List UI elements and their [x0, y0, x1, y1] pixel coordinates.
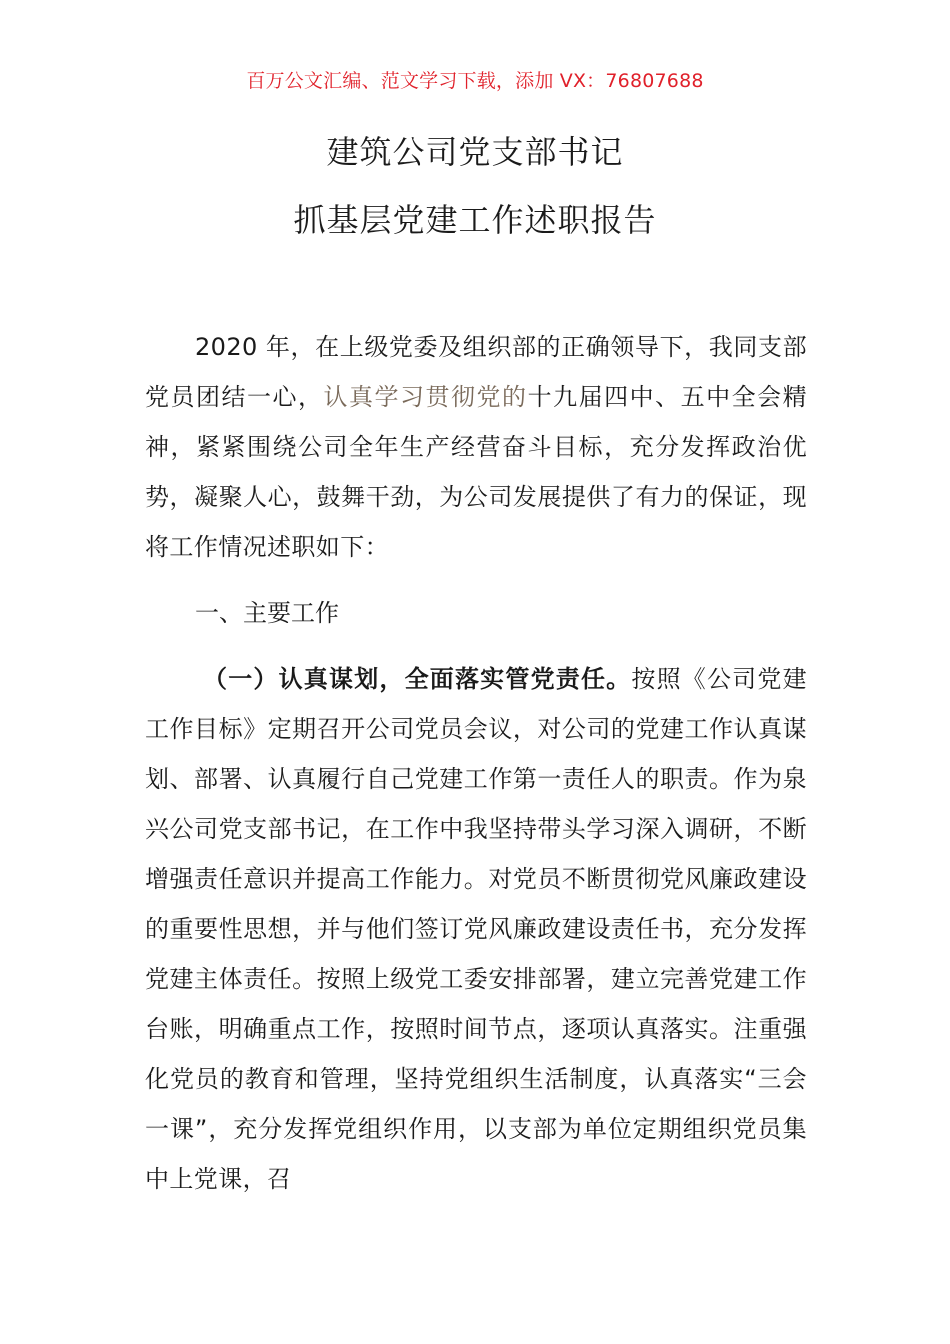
- intro-text-part-2: 十九届四中、五中全会精神，紧紧围绕公司全年生产经营奋斗目标，充分发挥政治优势，凝聚人心，鼓舞干劲，为公司发展提供了有力的保证，现将工作情况述职如下：: [145, 383, 807, 561]
- subsection-1-lead: （一）认真谋划，全面落实管党责任。: [203, 665, 632, 693]
- intro-text-part-1: 2020 年，在上级党委及组织部的正确领导下，我同支部党员团结一心，: [145, 333, 807, 411]
- section-heading-main-work: 一、主要工作: [195, 599, 339, 627]
- intro-paragraph: [145, 322, 807, 572]
- intro-highlighted-text: 认真学习贯彻党的: [323, 383, 528, 411]
- header-watermark: 百万公文汇编、范文学习下载，添加 VX：76807688: [246, 70, 704, 92]
- subsection-1-body: 按照《公司党建工作目标》定期召开公司党员会议，对公司的党建工作认真谋划、部署、认真履行自己党建工作第一责任人的职责。作为泉兴公司党支部书记，在工作中我坚持带头学习深入调研，不断增强责任意识并提高工作能力。对党员不断贯彻党风廉政建设的重要性思想，并与他们签订党风廉政建设责任书，充分发挥党建主体责任。按照上级党工委安排部署，建立完善党建工作台账，明确重点工作，按照时间节点，逐项认真落实。注重强化党员的教育和管理，坚持党组织生活制度，认真落实“三会一课”，充分发挥党组织作用，以支部为单位定期组织党员集中上党课，召: [145, 665, 807, 1193]
- document-title-line-1: 建筑公司党支部书记: [326, 133, 624, 171]
- subsection-1-paragraph: [145, 654, 807, 1204]
- document-title-line-2: 抓基层党建工作述职报告: [293, 201, 657, 239]
